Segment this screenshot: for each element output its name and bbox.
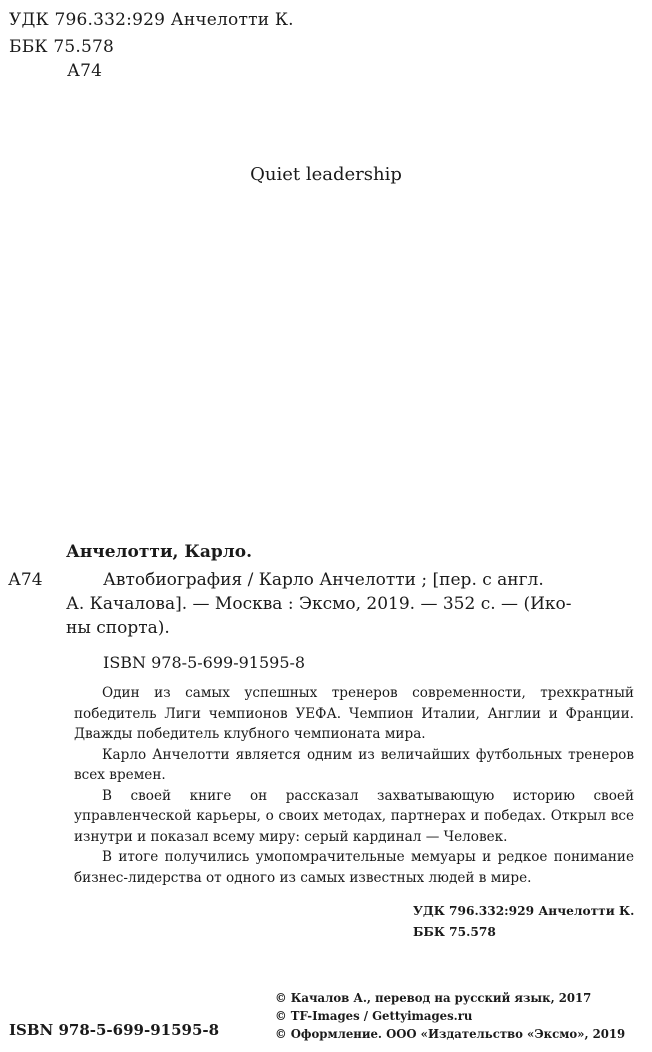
annotation-paragraph: Карло Анчелотти является одним из величайших футбольных тренеров всех времен.	[74, 746, 634, 783]
footer-isbn: ISBN 978-5-699-91595-8	[9, 1021, 220, 1039]
entry-line-3: ны спорта).	[66, 618, 170, 638]
copyright-translation: © Качалов А., перевод на русский язык, 2017	[275, 991, 592, 1005]
entry-line-1: Автобиография / Карло Анчелотти ; [пер. с англ.	[103, 570, 544, 590]
header-bbk-line: ББК 75.578	[9, 37, 115, 57]
annotation-paragraph: Один из самых успешных тренеров современности, трехкратный победитель Лиги чемпионов УЕФА. Чемпион Италии, Англии и Франции. Дважды победитель клубного чемпионата мира.	[74, 685, 634, 742]
annotation-paragraph: В итоге получились умопомрачительные мемуары и редкое понимание бизнес-лидерства от одного из самых известных людей в мире.	[74, 849, 634, 886]
card-udc-line: УДК 796.332:929 Анчелотти К.	[413, 904, 635, 918]
entry-line-2: А. Качалова]. — Москва : Эксмо, 2019. — 352 с. — (Ико-	[66, 594, 572, 614]
card-isbn: ISBN 978-5-699-91595-8	[103, 653, 306, 672]
original-title: Quiet leadership	[250, 164, 402, 185]
card-bbk-line: ББК 75.578	[413, 925, 496, 939]
author-heading: Анчелотти, Карло.	[66, 542, 252, 562]
annotation	[74, 683, 634, 888]
annotation-paragraph: В своей книге он рассказал захватывающую историю своей управленческой карьеры, о своих методах, партнерах и победах. Открыл все изнутри и показал всему миру: серый кардинал — Человек.	[74, 787, 634, 845]
header-author-mark: А74	[67, 61, 103, 81]
header-udc-line: УДК 796.332:929 Анчелотти К.	[9, 10, 294, 30]
copyright-photo: © TF-Images / Gettyimages.ru	[275, 1009, 473, 1023]
card-author-mark: А74	[8, 570, 43, 590]
copyright-design: © Оформление. ООО «Издательство «Эксмо», 2019	[275, 1027, 626, 1041]
